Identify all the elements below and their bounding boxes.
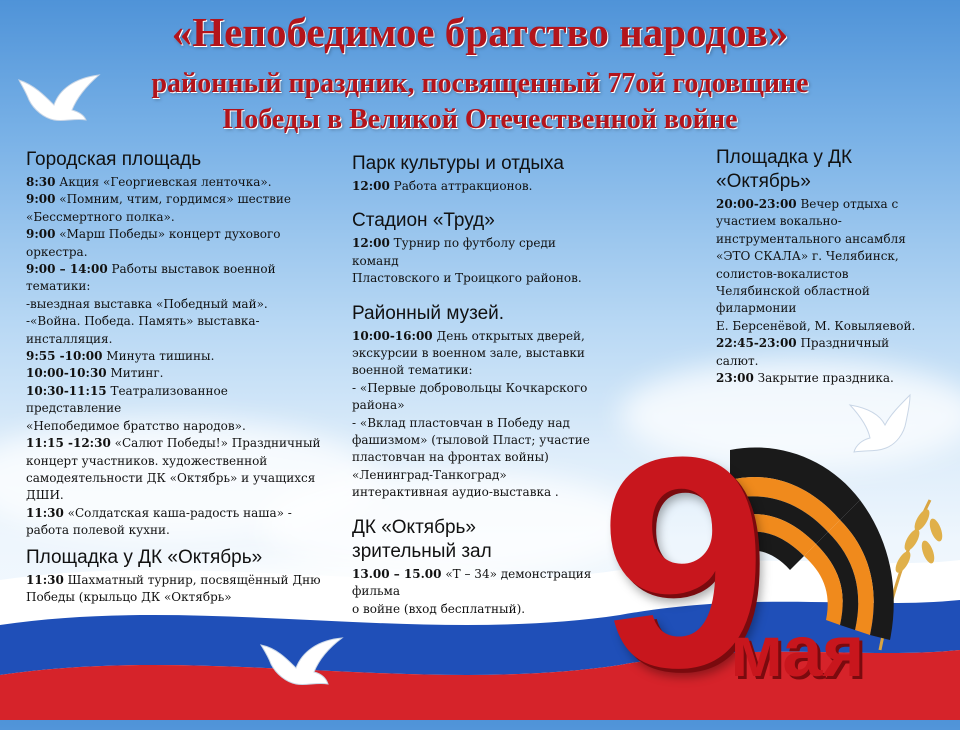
schedule-text: Праздничный [796,336,890,351]
schedule-time: 11:15 -12:30 [26,436,111,451]
schedule-text: «Помним, чтим, гордимся» шествие [55,192,291,207]
schedule-item [716,196,942,213]
schedule-item [352,467,604,484]
schedule-text: филармонии [716,301,797,316]
schedule-item [26,487,326,504]
schedule-text: о войне (вход бесплатный). [352,601,526,616]
dove-icon [256,630,346,690]
column-dk-oktyabr-evening [716,146,942,387]
schedule-time: 9:55 -10:00 [26,349,103,364]
schedule-item [352,235,604,270]
schedule-item [26,383,326,418]
schedule-text: фильма [352,584,401,599]
schedule-text: участием вокально- [716,214,842,229]
schedule-text: Шахматный турнир, посвящённый Дню [63,572,321,587]
schedule-time: 23:00 [716,371,754,386]
schedule-text: Вечер отдыха с [796,197,899,211]
schedule-text: самодеятельности ДК «Октябрь» и учащихся [26,470,316,485]
schedule-item [26,174,326,191]
schedule-item [716,213,942,230]
schedule-text: инсталляция. [26,331,113,346]
section-heading: Районный музей. [352,302,505,324]
schedule-item [352,415,604,432]
schedule-time: 10:00-10:30 [26,366,107,381]
schedule-list [716,196,942,387]
victory-day-month: мая [730,612,865,692]
page-title: «Непобедимое братство народов» [171,9,789,55]
schedule-text: «Салют Победы!» Праздничный [110,436,321,451]
schedule-item [352,328,604,345]
schedule-item [716,353,942,370]
schedule-text: тематики: [26,279,91,294]
schedule-list [352,235,604,287]
section-heading: Стадион «Труд» [352,210,495,232]
section-heading: Площадка у ДК [716,147,853,168]
schedule-text: Е. Берсенёвой, М. Ковыляевой. [716,318,916,333]
schedule-text: Турнир по футболу среди команд [352,236,556,268]
column-city-square [26,148,326,606]
schedule-text: -«Война. Победа. Память» выставка- [26,314,260,329]
schedule-item [26,435,326,452]
section-heading: ДК «Октябрь» [352,516,476,538]
schedule-text: «Солдатская каша-радость наша» - [63,505,292,520]
schedule-item [26,278,326,295]
schedule-item [26,348,326,365]
schedule-text: инструментального ансамбля [716,231,906,246]
schedule-text: -выездная выставка «Победный май». [26,296,268,311]
schedule-time: 9:00 [26,192,56,207]
schedule-item [26,226,326,243]
schedule-item [352,566,604,583]
schedule-time: 22:45-23:00 [716,336,797,351]
schedule-text: салют. [716,353,759,368]
schedule-item [716,335,942,352]
schedule-item [26,505,326,522]
schedule-time: 10:00-16:00 [352,328,433,343]
schedule-time: 12:00 [352,179,390,193]
schedule-item [352,345,604,362]
schedule-item [26,418,326,435]
schedule-text: День открытых дверей, [432,328,585,343]
schedule-list [352,328,604,502]
schedule-text: солистов-вокалистов [716,266,849,281]
schedule-time: 11:30 [26,572,64,587]
schedule-item [26,296,326,313]
schedule-text: «Непобедимое братство народов». [26,418,246,433]
schedule-text: «Марш Победы» концерт духового [55,227,281,242]
schedule-item [26,261,326,278]
schedule-item [716,283,942,300]
schedule-item [716,248,942,265]
schedule-text: пластовчан на фронтах войны) [352,450,549,465]
column-park-stadium-museum [352,152,604,618]
schedule-item [716,318,942,335]
schedule-text: экскурсии в военном зале, выставки [352,346,585,361]
schedule-item [26,313,326,330]
section-heading: Городская площадь [26,149,202,170]
schedule-text: Акция «Георгиевская ленточка». [55,175,272,189]
schedule-item [26,453,326,470]
schedule-list [352,178,604,195]
schedule-text: «Ленинград-Танкоград» [352,467,507,482]
schedule-text: - «Первые добровольцы Кочкарского [352,380,588,395]
schedule-text: «Т – 34» демонстрация [441,566,592,581]
schedule-item [352,362,604,379]
section-heading: зрительный зал [352,540,492,562]
schedule-text: военной тематики: [352,363,473,378]
page-subtitle-line2: Победы в Великой Отечественной войне [222,104,738,135]
schedule-time: 13.00 – 15.00 [352,566,442,581]
schedule-text: интерактивная аудио-выставка . [352,485,559,500]
schedule-item [716,300,942,317]
schedule-item [26,244,326,261]
schedule-text: Пластовского и Троицкого районов. [352,271,582,286]
schedule-time: 8:30 [26,175,56,189]
schedule-item [352,449,604,466]
schedule-item [352,270,604,287]
schedule-item [716,370,942,387]
schedule-item [352,583,604,600]
schedule-text: Челябинской областной [716,284,870,299]
schedule-item [26,331,326,348]
schedule-time: 11:30 [26,505,64,520]
schedule-time: 12:00 [352,236,390,251]
schedule-text: Минута тишины. [102,349,215,364]
schedule-text: «ЭТО СКАЛА» г. Челябинск, [716,249,899,264]
schedule-text: района» [352,398,405,413]
schedule-text: Театрализованное представление [26,383,228,416]
schedule-time: 9:00 [26,227,56,242]
schedule-item [716,231,942,248]
schedule-item [352,484,604,501]
schedule-item [352,601,604,618]
schedule-text: - «Вклад пластовчан в Победу над [352,415,570,430]
schedule-text: «Бессмертного полка». [26,209,175,224]
schedule-text: фашизмом» (тыловой Пласт; участие [352,433,590,448]
page-subtitle-line1: районный праздник, посвященный 77ой годовщине [151,68,809,99]
schedule-item [26,589,326,606]
schedule-item [352,397,604,414]
schedule-time: 20:00-23:00 [716,197,797,211]
schedule-item [716,266,942,283]
schedule-text: оркестра. [26,244,88,259]
schedule-item [26,470,326,487]
schedule-item [26,191,326,208]
schedule-item [26,209,326,226]
schedule-text: Работы выставок военной [107,262,276,277]
victory-day-number: 9 [600,394,767,730]
schedule-text: Закрытие праздника. [753,371,894,386]
schedule-item [26,365,326,382]
section-heading: Парк культуры и отдыха [352,153,564,174]
schedule-list [26,174,326,540]
schedule-list [352,566,604,618]
section-heading: Площадка у ДК «Октябрь» [26,546,263,568]
schedule-item [352,178,604,195]
schedule-item [352,432,604,449]
schedule-item [352,380,604,397]
schedule-text: Митинг. [106,366,164,381]
schedule-text: Победы (крыльцо ДК «Октябрь» [26,589,232,604]
schedule-text: концерт участников. художественной [26,453,268,468]
schedule-item [26,572,326,589]
schedule-text: работа полевой кухни. [26,523,170,538]
schedule-item [26,522,326,539]
schedule-text: Работа аттракционов. [389,179,533,193]
section-heading: «Октябрь» [716,171,811,192]
schedule-time: 10:30-11:15 [26,383,107,398]
schedule-list [26,572,326,607]
schedule-time: 9:00 – 14:00 [26,262,108,277]
schedule-text: ДШИ. [26,488,64,503]
